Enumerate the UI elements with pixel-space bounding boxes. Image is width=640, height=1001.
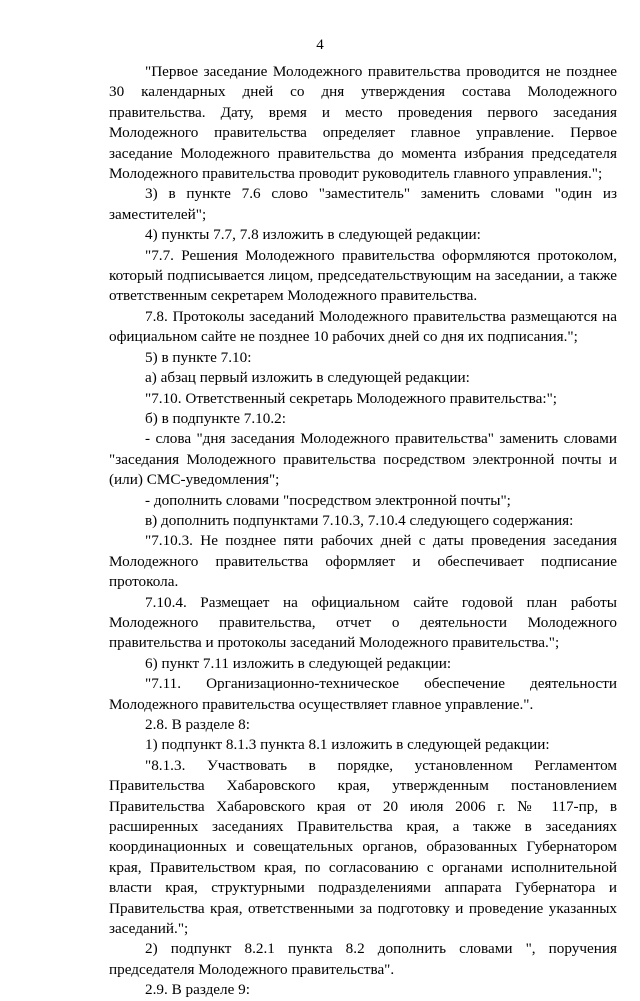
paragraph: 5) в пункте 7.10: — [145, 348, 252, 366]
page-number: 4 — [316, 37, 324, 53]
paragraph: в) дополнить подпунктами 7.10.3, 7.10.4 следующего содержания: — [145, 511, 574, 529]
paragraph: а) абзац первый изложить в следующей редакции: — [145, 369, 470, 387]
document-body — [109, 62, 617, 1001]
paragraph: 2.9. В разделе 9: — [145, 981, 250, 999]
paragraph: "Первое заседание Молодежного правительства проводится не позднее 30 календарных дней со дня утверждения состава Молодежного правительства. Дату, время и место проведения первого заседания Молодежного правительства определяет главное управление. Первое заседание Молодежного правительства до момента избрания председателя Молодежного правительства проводит руководитель главного управления."; — [109, 63, 617, 183]
paragraph: 2.8. В разделе 8: — [145, 716, 250, 733]
paragraph: "7.10.3. Не позднее пяти рабочих дней с даты проведения заседания Молодежного правительства оформляет и обеспечивает подписание протокола. — [109, 532, 617, 591]
paragraph: 3) в пункте 7.6 слово "заместитель" заменить словами "один из заместителей"; — [109, 185, 617, 223]
paragraph: 7.8. Протоколы заседаний Молодежного правительства размещаются на официальном сайте не позднее 10 рабочих дней со дня их подписания."; — [109, 307, 617, 346]
paragraph: "7.10. Ответственный секретарь Молодежного правительства:"; — [145, 389, 558, 407]
paragraph: 6) пункт 7.11 изложить в следующей редакции: — [145, 654, 452, 672]
paragraph: - слова "дня заседания Молодежного правительства" заменить словами "заседания Молодежного правительства посредством электронной почты и (или) СМС-уведомления"; — [109, 430, 617, 489]
paragraph: - дополнить словами "посредством электронной почты"; — [145, 491, 511, 509]
paragraph: 4) пункты 7.7, 7.8 изложить в следующей редакции: — [145, 226, 481, 244]
paragraph: 7.10.4. Размещает на официальном сайте годовой план работы Молодежного правительства, отчет о деятельности Молодежного правительства и протоколы заседаний Молодежного правительства."; — [109, 593, 617, 652]
paragraph: "8.1.3. Участвовать в порядке, установленном Регламентом Правительства Хабаровского края, утвержденным постановлением Правительства Хабаровского края от 20 июля 2006 г. № 117-пр, в расширенных заседаниях Правительства края, а также в заседаниях координационных и совещательных органов, образованных Губернатором края, Правительством края, по согласованию с органами исполнительной власти края, структурными подразделениями аппарата Губернатора и Правительства края, ответственными за подготовку и проведение указанных заседаний."; — [109, 756, 617, 938]
paragraph: "7.7. Решения Молодежного правительства оформляются протоколом, который подписывается лицом, председательствующим на заседании, а также ответственным секретарем Молодежного правительства. — [109, 246, 617, 305]
paragraph: 1) подпункт 8.1.3 пункта 8.1 изложить в следующей редакции: — [145, 736, 550, 754]
paragraph: б) в подпункте 7.10.2: — [145, 409, 286, 427]
paragraph: "7.11. Организационно-техническое обеспечение деятельности Молодежного правительства осуществляет главное управление.". — [109, 675, 617, 713]
paragraph: 2) подпункт 8.2.1 пункта 8.2 дополнить словами ", поручения председателя Молодежного правительства". — [109, 940, 617, 978]
